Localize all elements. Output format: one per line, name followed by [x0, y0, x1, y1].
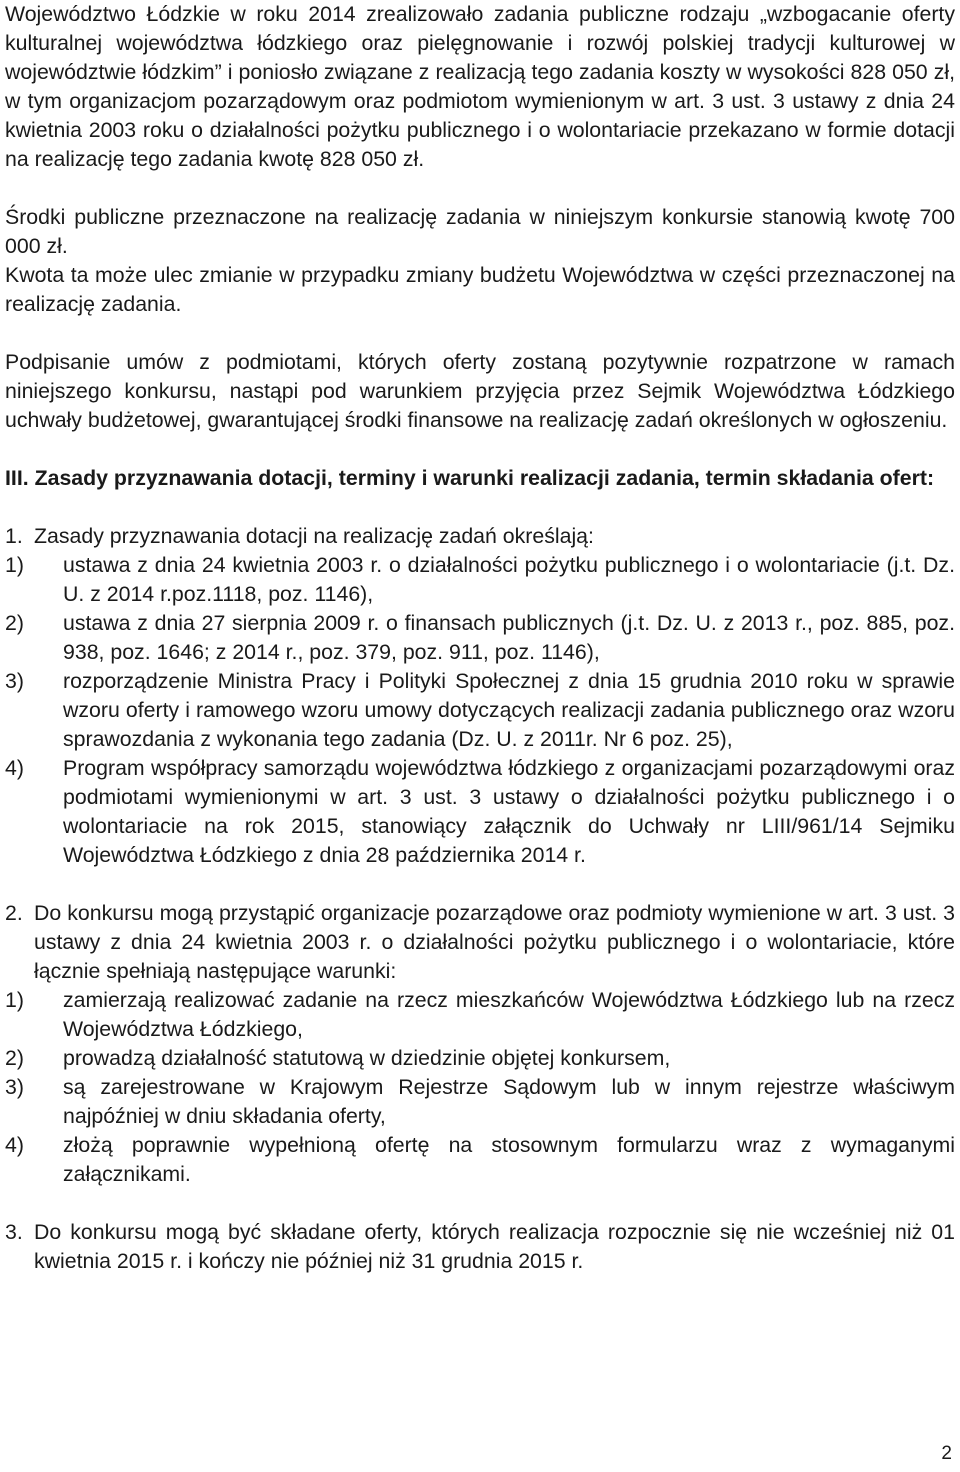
- list-item: [5, 1073, 955, 1131]
- section-2: [5, 899, 955, 1189]
- section-number: 2.: [5, 901, 23, 925]
- section-1: [5, 522, 955, 870]
- list-item: [5, 1044, 955, 1073]
- item-text: rozporządzenie Ministra Pracy i Polityki Społecznej z dnia 15 grudnia 2010 roku w sprawie wzoru oferty i ramowego wzoru umowy dotyczących realizacji zadania publicznego oraz wzoru sprawozdania z wykonania tego zadania (Dz. U. z 2011r. Nr 6 poz. 25),: [63, 669, 955, 751]
- item-text: ustawa z dnia 24 kwietnia 2003 r. o działalności pożytku publicznego i o wolontariacie (j.t. Dz. U. z 2014 r.poz.1118, poz. 1146),: [63, 553, 955, 606]
- section-number: 3.: [5, 1220, 23, 1244]
- item-text: zamierzają realizować zadanie na rzecz mieszkańców Województwa Łódzkiego lub na rzecz Województwa Łódzkiego,: [63, 988, 955, 1041]
- section-number: 1.: [5, 524, 23, 548]
- item-text: ustawa z dnia 27 sierpnia 2009 r. o finansach publicznych (j.t. Dz. U. z 2013 r., poz. 885, poz. 938, poz. 1646; z 2014 r., poz. 379, poz. 911, poz. 1146),: [63, 611, 955, 664]
- intro-paragraph: Województwo Łódzkie w roku 2014 zrealizowało zadania publiczne rodzaju „wzbogacanie oferty kulturalnej województwa łódzkiego oraz pielęgnowanie i rozwój polskiej tradycji kulturowej w województwie łódzkim” i poniosło związane z realizacją tego zadania koszty w wysokości 828 050 zł, w tym organizacjom pozarządowym oraz podmiotom wymienionym w art. 3 ust. 3 ustawy z dnia 24 kwietnia 2003 roku o działalności pożytku publicznego i o wolontariacie przekazano w formie dotacji na realizację tego zadania kwotę 828 050 zł.: [5, 2, 955, 171]
- item-text: prowadzą działalność statutową w dziedzinie objętej konkursem,: [63, 1046, 671, 1070]
- item-text: są zarejestrowane w Krajowym Rejestrze Sądowym lub w innym rejestrze właściwym najpóźniej w dniu składania oferty,: [63, 1075, 955, 1128]
- section-text: Do konkursu mogą być składane oferty, których realizacja rozpocznie się nie wcześniej niż 01 kwietnia 2015 r. i kończy nie później niż 31 grudnia 2015 r.: [34, 1220, 955, 1273]
- section-text: Do konkursu mogą przystąpić organizacje pozarządowe oraz podmioty wymienione w art. 3 ust. 3 ustawy z dnia 24 kwietnia 2003 r. o działalności pożytku publicznego i o wolontariacie, które łącznie spełniają następujące warunki:: [34, 901, 955, 983]
- item-text: złożą poprawnie wypełnioną ofertę na stosownym formularzu wraz z wymaganymi załącznikami.: [63, 1133, 955, 1186]
- item-number: 3): [5, 1075, 24, 1099]
- item-number: 4): [5, 1133, 24, 1157]
- page-number: 2: [941, 1443, 952, 1464]
- list-item: [5, 609, 955, 667]
- list-item: [5, 667, 955, 754]
- list-item: [5, 754, 955, 870]
- section-3: [5, 1218, 955, 1276]
- item-number: 3): [5, 669, 24, 693]
- item-number: 2): [5, 1046, 24, 1070]
- item-text: Program współpracy samorządu województwa łódzkiego z organizacjami pozarządowymi oraz podmiotami wymienionymi w art. 3 ust. 3 ustawy o działalności pożytku publicznego i o wolontariacie na rok 2015, stanowiący załącznik do Uchwały nr LIII/961/14 Sejmiku Województwa Łódzkiego z dnia 28 października 2014 r.: [63, 756, 955, 867]
- document-page: [5, 0, 955, 1276]
- list-item: [5, 986, 955, 1044]
- list-item: [5, 1131, 955, 1189]
- list-item: [5, 551, 955, 609]
- section-text: Zasady przyznawania dotacji na realizację zadań określają:: [34, 524, 594, 548]
- section-heading: III. Zasady przyznawania dotacji, terminy i warunki realizacji zadania, termin składania ofert:: [5, 466, 935, 490]
- section-1-list: [5, 551, 955, 870]
- contracts-paragraph: Podpisanie umów z podmiotami, których oferty zostaną pozytywnie rozpatrzone w ramach niniejszego konkursu, nastąpi pod warunkiem przyjęcia przez Sejmik Województwa Łódzkiego uchwały budżetowej, gwarantującej środki finansowe na realizację zadań określonych w ogłoszeniu.: [5, 350, 955, 432]
- item-number: 1): [5, 553, 24, 577]
- item-number: 2): [5, 611, 24, 635]
- item-number: 4): [5, 756, 24, 780]
- section-2-list: [5, 986, 955, 1189]
- budget-paragraph: Kwota ta może ulec zmianie w przypadku zmiany budżetu Województwa w części przeznaczonej na realizację zadania.: [5, 263, 955, 316]
- funds-paragraph: Środki publiczne przeznaczone na realizację zadania w niniejszym konkursie stanowią kwotę 700 000 zł.: [5, 205, 955, 258]
- item-number: 1): [5, 988, 24, 1012]
